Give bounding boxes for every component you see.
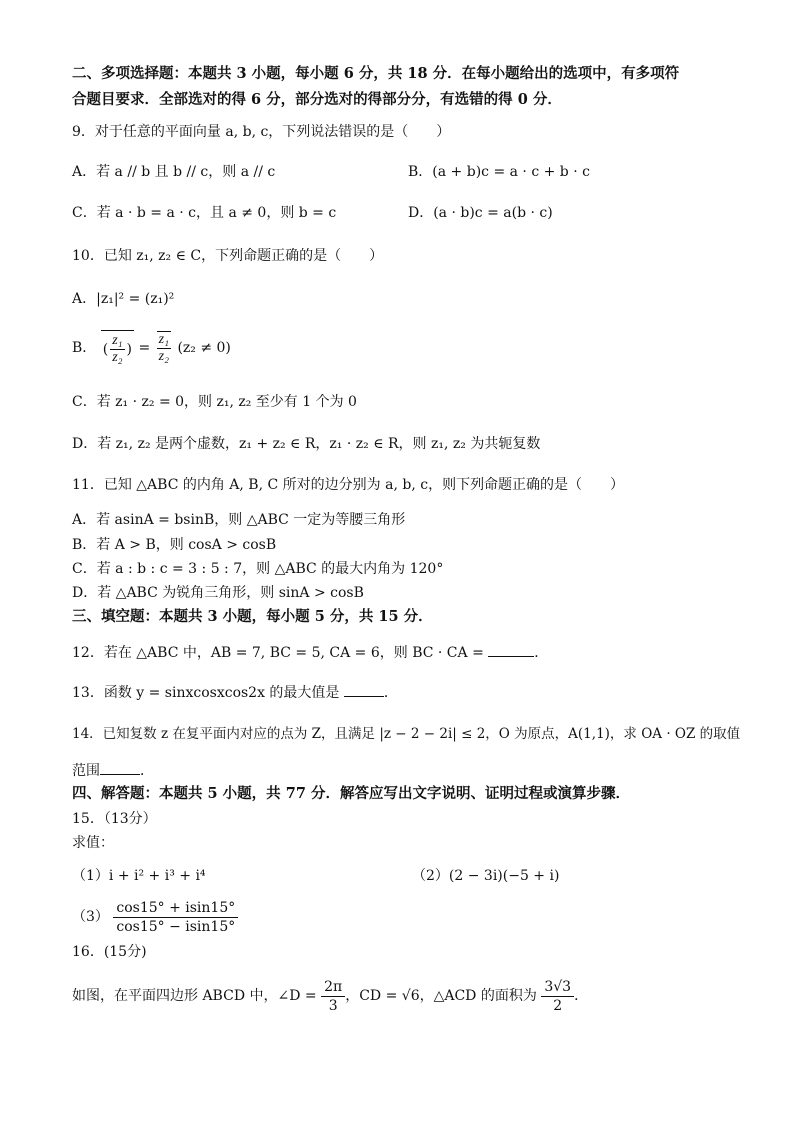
section2-heading-line2: 合题目要求．全部选对的得 6 分，部分选对的得部分分，有选错的得 0 分．: [72, 91, 562, 108]
section2-heading-line1: 二、多项选择题：本题共 3 小题，每小题 6 分，共 18 分．在每小题给出的选项中，有多项符: [72, 65, 680, 82]
q14-end: ．: [140, 763, 154, 779]
q10-option-d: D．若 z₁, z₂ 是两个虚数，z₁ + z₂ ∈ R，z₁ · z₂ ∈ R，则 z₁, z₂ 为共轭复数: [72, 436, 541, 452]
q10-option-a: A．|z₁|² = (z₁)²: [72, 291, 175, 307]
q10-option-b: B． ( $\frac{\text{z₁}}{\text{z₂}}$ ) = $\frac{\text{z₁}}{\text{z₂}}$ (z₂ ≠ 0): [72, 332, 231, 365]
q15-part1: （1）i + i² + i³ + i⁴: [72, 868, 206, 884]
q16-text: [72, 976, 588, 1016]
q15-part3-denominator: cos15° − isin15°: [116, 918, 236, 935]
q15-part3-numerator: cos15° + isin15°: [113, 899, 238, 918]
q12-end: ．: [534, 645, 549, 661]
q9-option-a: A．若 a // b 且 b // c，则 a // c: [72, 164, 276, 180]
q13-line: [72, 682, 398, 703]
q16-text-a: 如图，在平面四边形 ABCD 中，∠D =: [72, 988, 317, 1004]
q10-b-denominator: z₂: [112, 350, 123, 365]
q12-line: [72, 642, 548, 663]
q10-b-numerator: z₁: [112, 333, 123, 348]
q15-title: 15．（13分）: [72, 811, 157, 827]
q11-option-b: B．若 A > B，则 cosA > cosB: [72, 537, 277, 553]
q16-title: 16．(15分): [72, 944, 147, 960]
q10-b-denominator2: z₂: [158, 349, 169, 364]
q16-text-b: ，CD = √6，△ACD 的面积为: [345, 988, 537, 1004]
q9-stem: 9．对于任意的平面向量 a, b, c，下列说法错误的是（ ）: [72, 124, 451, 140]
q9-option-b: B．(a + b)c = a · c + b · c: [408, 164, 590, 180]
q14-line1: 14．已知复数 z 在复平面内对应的点为 Z，且满足 |z − 2 − 2i| ≤ 2，O 为原点，A(1,1)，求 OA · OZ 的取值: [72, 726, 741, 742]
q9-option-c: C．若 a · b = a · c，且 a ≠ 0，则 b = c: [72, 205, 337, 221]
q16-angle-numerator: 2π: [321, 978, 345, 997]
section4-heading: 四、解答题：本题共 5 小题，共 77 分．解答应写出文字说明、证明过程或演算步骤．: [72, 785, 630, 802]
q13-answer-blank[interactable]: [344, 682, 384, 697]
q11-option-d: D．若 △ABC 为锐角三角形，则 sinA > cosB: [72, 585, 364, 601]
q14-line2: [72, 760, 154, 781]
q12-answer-blank[interactable]: [488, 642, 534, 657]
q10-option-c: C．若 z₁ · z₂ = 0，则 z₁, z₂ 至少有 1 个为 0: [72, 394, 357, 410]
q14-answer-blank[interactable]: [100, 760, 140, 775]
q13-text: 13．函数 y = sinxcosxcos2x 的最大值是: [72, 685, 340, 701]
q16-end: ．: [574, 988, 589, 1004]
q9-option-d: D．(a · b)c = a(b · c): [408, 205, 553, 221]
section3-heading: 三、填空题：本题共 3 小题，每小题 5 分，共 15 分．: [72, 608, 433, 625]
q12-text: 12．若在 △ABC 中，AB = 7, BC = 5, CA = 6，则 BC · CA =: [72, 645, 484, 661]
q15-part2: （2）(2 − 3i)(−5 + i): [412, 868, 560, 884]
q11-option-c: C．若 a : b : c = 3 : 5 : 7，则 △ABC 的最大内角为 120°: [72, 561, 444, 577]
q14-range-label: 范围: [72, 763, 100, 779]
q13-end: ．: [383, 685, 398, 701]
q11-stem: 11．已知 △ABC 的内角 A, B, C 所对的边分别为 a, b, c，则下列命题正确的是（ ）: [72, 477, 625, 493]
q16-area-numerator: 3√3: [541, 978, 574, 997]
q15-part3-label: （3）: [72, 909, 109, 925]
q10-b-condition: (z₂ ≠ 0): [177, 340, 231, 356]
q15-part3: [72, 898, 238, 936]
q10-option-b-label: B．: [72, 340, 97, 356]
q10-b-numerator2: z₁: [158, 332, 169, 347]
q11-option-a: A．若 asinA = bsinB，则 △ABC 一定为等腰三角形: [72, 512, 406, 528]
q16-angle-denominator: 3: [328, 997, 338, 1014]
q16-area-denominator: 2: [553, 997, 563, 1014]
q15-intro: 求值：: [72, 835, 114, 851]
q10-b-equals: =: [138, 340, 151, 356]
q10-stem: 10．已知 z₁, z₂ ∈ C，下列命题正确的是（ ）: [72, 248, 384, 264]
